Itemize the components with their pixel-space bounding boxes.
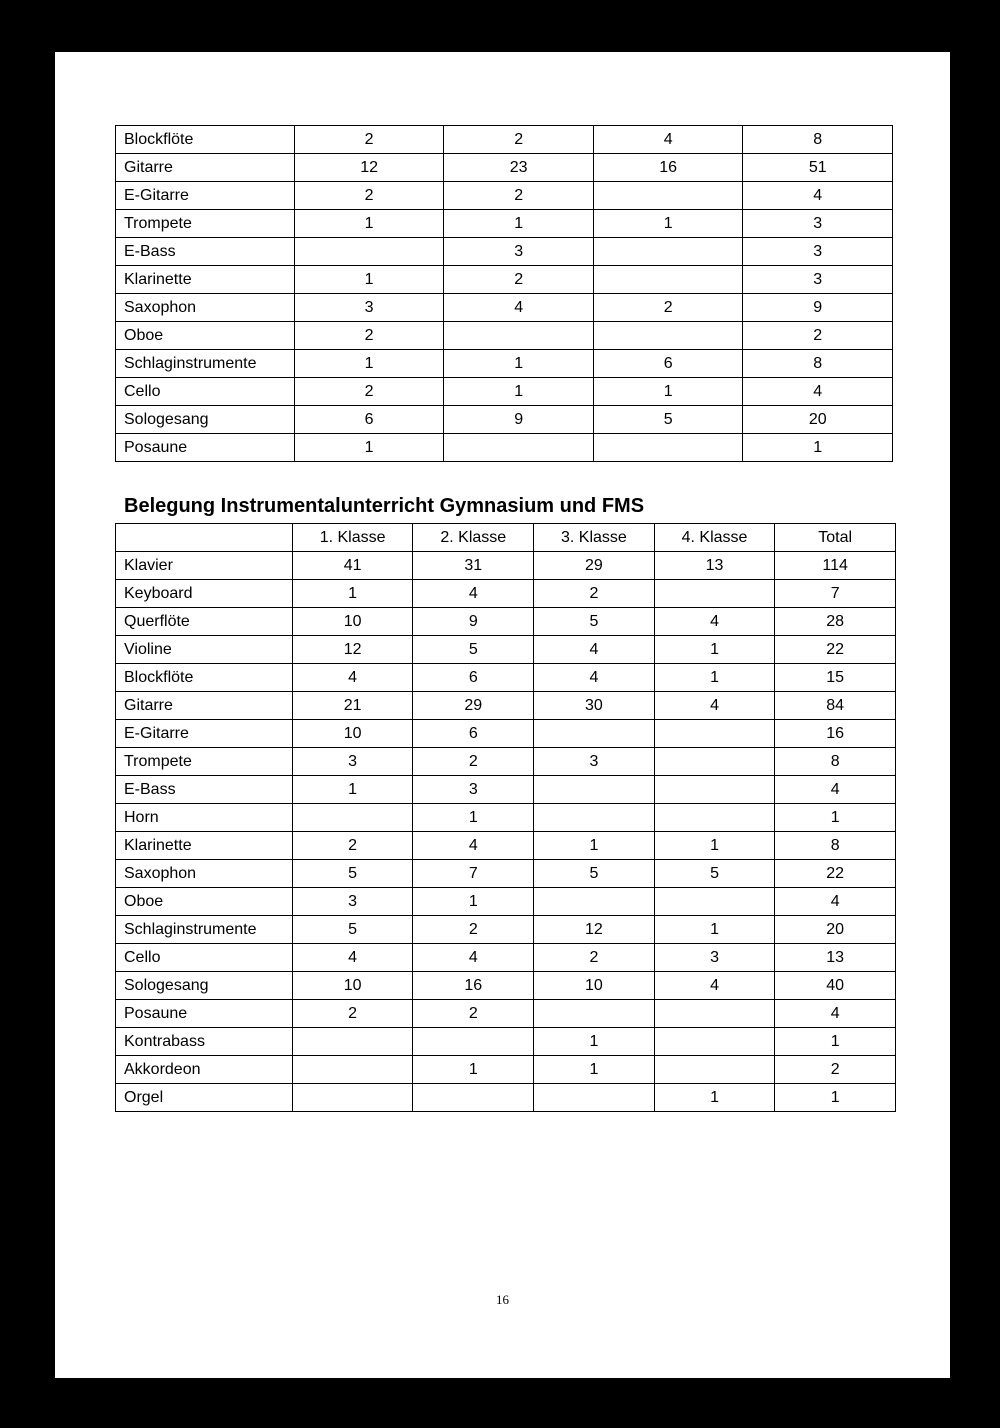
table-row xyxy=(116,350,893,378)
cell: 1 xyxy=(654,664,775,692)
cell: 41 xyxy=(292,552,413,580)
table-row xyxy=(116,1028,896,1056)
column-header: Total xyxy=(775,524,896,552)
table-row xyxy=(116,1056,896,1084)
table-row xyxy=(116,294,893,322)
cell: 3 xyxy=(413,776,534,804)
total-cell: 28 xyxy=(775,608,896,636)
total-cell: 4 xyxy=(775,1000,896,1028)
cell xyxy=(292,1084,413,1112)
total-cell: 40 xyxy=(775,972,896,1000)
cell: 12 xyxy=(294,154,444,182)
cell: 5 xyxy=(292,916,413,944)
cell: 10 xyxy=(292,972,413,1000)
cell: 4 xyxy=(413,832,534,860)
total-cell: 51 xyxy=(743,154,893,182)
cell: 1 xyxy=(413,1056,534,1084)
cell xyxy=(654,720,775,748)
cell: 4 xyxy=(413,944,534,972)
cell: 1 xyxy=(444,378,594,406)
table-row xyxy=(116,748,896,776)
cell: 5 xyxy=(534,608,655,636)
total-cell: 8 xyxy=(743,126,893,154)
row-label: Cello xyxy=(116,378,295,406)
row-label: E-Bass xyxy=(116,238,295,266)
table-row xyxy=(116,860,896,888)
total-cell: 3 xyxy=(743,210,893,238)
cell: 1 xyxy=(534,832,655,860)
cell: 6 xyxy=(593,350,743,378)
row-label: Gitarre xyxy=(116,154,295,182)
column-header: 2. Klasse xyxy=(413,524,534,552)
total-cell: 9 xyxy=(743,294,893,322)
cell: 5 xyxy=(593,406,743,434)
cell: 4 xyxy=(292,664,413,692)
cell xyxy=(654,776,775,804)
cell: 1 xyxy=(294,210,444,238)
cell xyxy=(413,1028,534,1056)
table-row xyxy=(116,238,893,266)
cell xyxy=(654,1000,775,1028)
cell: 6 xyxy=(294,406,444,434)
cell xyxy=(534,776,655,804)
cell: 10 xyxy=(292,608,413,636)
cell: 1 xyxy=(294,266,444,294)
table-row xyxy=(116,916,896,944)
page-number: 16 xyxy=(496,1292,509,1307)
cell xyxy=(593,322,743,350)
table-row xyxy=(116,720,896,748)
table-row xyxy=(116,1000,896,1028)
cell: 3 xyxy=(654,944,775,972)
column-header: 4. Klasse xyxy=(654,524,775,552)
table-row xyxy=(116,804,896,832)
cell: 31 xyxy=(413,552,534,580)
cell: 1 xyxy=(654,832,775,860)
cell: 7 xyxy=(413,860,534,888)
cell: 5 xyxy=(292,860,413,888)
table-row xyxy=(116,266,893,294)
cell xyxy=(654,1056,775,1084)
cell xyxy=(534,888,655,916)
cell: 2 xyxy=(413,748,534,776)
cell: 1 xyxy=(534,1028,655,1056)
cell: 16 xyxy=(593,154,743,182)
cell xyxy=(654,748,775,776)
row-label: E-Bass xyxy=(116,776,293,804)
row-label: Sologesang xyxy=(116,406,295,434)
row-label: Sologesang xyxy=(116,972,293,1000)
cell: 30 xyxy=(534,692,655,720)
row-label: Trompete xyxy=(116,210,295,238)
cell xyxy=(654,888,775,916)
column-header: 3. Klasse xyxy=(534,524,655,552)
row-label: Saxophon xyxy=(116,294,295,322)
cell: 5 xyxy=(413,636,534,664)
row-label: Klarinette xyxy=(116,266,295,294)
cell: 21 xyxy=(292,692,413,720)
row-label: Querflöte xyxy=(116,608,293,636)
cell: 6 xyxy=(413,664,534,692)
table-row xyxy=(116,126,893,154)
cell: 2 xyxy=(413,916,534,944)
row-label: Klarinette xyxy=(116,832,293,860)
cell: 2 xyxy=(294,182,444,210)
row-label: Oboe xyxy=(116,888,293,916)
total-cell: 2 xyxy=(775,1056,896,1084)
cell: 12 xyxy=(534,916,655,944)
total-cell: 7 xyxy=(775,580,896,608)
row-label: Orgel xyxy=(116,1084,293,1112)
total-cell: 4 xyxy=(775,776,896,804)
cell: 9 xyxy=(444,406,594,434)
cell: 1 xyxy=(413,888,534,916)
cell: 2 xyxy=(534,944,655,972)
table-row xyxy=(116,406,893,434)
cell: 1 xyxy=(534,1056,655,1084)
cell: 2 xyxy=(294,322,444,350)
cell xyxy=(292,1056,413,1084)
cell: 4 xyxy=(292,944,413,972)
total-cell: 114 xyxy=(775,552,896,580)
table-row xyxy=(116,580,896,608)
row-label: Blockflöte xyxy=(116,664,293,692)
cell xyxy=(444,322,594,350)
table-row xyxy=(116,322,893,350)
cell: 4 xyxy=(413,580,534,608)
cell: 3 xyxy=(294,294,444,322)
cell xyxy=(534,1000,655,1028)
row-label: Cello xyxy=(116,944,293,972)
total-cell: 1 xyxy=(775,804,896,832)
cell xyxy=(294,238,444,266)
total-cell: 3 xyxy=(743,238,893,266)
total-cell: 13 xyxy=(775,944,896,972)
cell: 2 xyxy=(413,1000,534,1028)
cell xyxy=(292,804,413,832)
cell: 2 xyxy=(294,126,444,154)
cell xyxy=(292,1028,413,1056)
total-cell: 8 xyxy=(743,350,893,378)
cell: 2 xyxy=(444,266,594,294)
cell xyxy=(444,434,594,462)
total-cell: 3 xyxy=(743,266,893,294)
cell: 4 xyxy=(654,608,775,636)
table-row xyxy=(116,182,893,210)
total-cell: 1 xyxy=(743,434,893,462)
cell: 6 xyxy=(413,720,534,748)
instrument-table-gymnasium-fms xyxy=(115,523,896,1112)
cell: 3 xyxy=(292,888,413,916)
cell: 3 xyxy=(444,238,594,266)
cell: 29 xyxy=(534,552,655,580)
row-label: Schlaginstrumente xyxy=(116,916,293,944)
table-row xyxy=(116,832,896,860)
cell: 10 xyxy=(292,720,413,748)
cell: 12 xyxy=(292,636,413,664)
total-cell: 22 xyxy=(775,860,896,888)
cell: 4 xyxy=(593,126,743,154)
cell: 5 xyxy=(534,860,655,888)
cell: 1 xyxy=(593,378,743,406)
row-label: Blockflöte xyxy=(116,126,295,154)
row-label: E-Gitarre xyxy=(116,720,293,748)
row-label: E-Gitarre xyxy=(116,182,295,210)
cell: 2 xyxy=(292,832,413,860)
cell: 1 xyxy=(444,350,594,378)
cell: 1 xyxy=(654,1084,775,1112)
total-cell: 84 xyxy=(775,692,896,720)
cell xyxy=(654,580,775,608)
cell: 1 xyxy=(292,776,413,804)
cell xyxy=(593,238,743,266)
total-cell: 4 xyxy=(743,182,893,210)
cell: 4 xyxy=(654,692,775,720)
row-label: Horn xyxy=(116,804,293,832)
total-cell: 1 xyxy=(775,1028,896,1056)
cell: 1 xyxy=(444,210,594,238)
table-row xyxy=(116,154,893,182)
row-label: Violine xyxy=(116,636,293,664)
cell xyxy=(413,1084,534,1112)
cell: 5 xyxy=(654,860,775,888)
table-row xyxy=(116,888,896,916)
table-row xyxy=(116,636,896,664)
table-header-row xyxy=(116,524,896,552)
cell: 29 xyxy=(413,692,534,720)
cell xyxy=(534,1084,655,1112)
cell: 2 xyxy=(294,378,444,406)
row-label: Posaune xyxy=(116,1000,293,1028)
table-row xyxy=(116,944,896,972)
cell: 9 xyxy=(413,608,534,636)
total-cell: 16 xyxy=(775,720,896,748)
table-row xyxy=(116,608,896,636)
cell: 4 xyxy=(654,972,775,1000)
table-row xyxy=(116,552,896,580)
row-label: Saxophon xyxy=(116,860,293,888)
total-cell: 20 xyxy=(775,916,896,944)
column-header-blank xyxy=(116,524,293,552)
cell: 23 xyxy=(444,154,594,182)
cell: 4 xyxy=(534,636,655,664)
total-cell: 15 xyxy=(775,664,896,692)
row-label: Gitarre xyxy=(116,692,293,720)
cell: 2 xyxy=(292,1000,413,1028)
cell: 4 xyxy=(444,294,594,322)
table-row xyxy=(116,378,893,406)
total-cell: 8 xyxy=(775,832,896,860)
column-header: 1. Klasse xyxy=(292,524,413,552)
instrument-table-continued xyxy=(115,125,893,462)
cell: 2 xyxy=(444,126,594,154)
total-cell: 22 xyxy=(775,636,896,664)
cell: 1 xyxy=(294,434,444,462)
document-page xyxy=(55,52,950,1378)
cell: 3 xyxy=(292,748,413,776)
total-cell: 4 xyxy=(775,888,896,916)
total-cell: 4 xyxy=(743,378,893,406)
cell xyxy=(593,266,743,294)
cell xyxy=(534,804,655,832)
row-label: Trompete xyxy=(116,748,293,776)
table-row xyxy=(116,664,896,692)
total-cell: 20 xyxy=(743,406,893,434)
row-label: Akkordeon xyxy=(116,1056,293,1084)
section-heading: Belegung Instrumentalunterricht Gymnasium und FMS xyxy=(124,495,645,517)
cell: 1 xyxy=(654,916,775,944)
cell xyxy=(654,1028,775,1056)
cell xyxy=(593,434,743,462)
cell xyxy=(593,182,743,210)
row-label: Kontrabass xyxy=(116,1028,293,1056)
row-label: Keyboard xyxy=(116,580,293,608)
cell: 4 xyxy=(534,664,655,692)
cell: 1 xyxy=(654,636,775,664)
table-row xyxy=(116,972,896,1000)
total-cell: 2 xyxy=(743,322,893,350)
cell: 1 xyxy=(292,580,413,608)
total-cell: 8 xyxy=(775,748,896,776)
cell: 2 xyxy=(593,294,743,322)
total-cell: 1 xyxy=(775,1084,896,1112)
cell xyxy=(534,720,655,748)
cell: 2 xyxy=(444,182,594,210)
cell: 1 xyxy=(294,350,444,378)
row-label: Klavier xyxy=(116,552,293,580)
cell: 1 xyxy=(593,210,743,238)
table-row xyxy=(116,692,896,720)
cell: 10 xyxy=(534,972,655,1000)
cell: 2 xyxy=(534,580,655,608)
cell: 13 xyxy=(654,552,775,580)
row-label: Posaune xyxy=(116,434,295,462)
table-row xyxy=(116,1084,896,1112)
cell xyxy=(654,804,775,832)
row-label: Oboe xyxy=(116,322,295,350)
table-row xyxy=(116,434,893,462)
cell: 3 xyxy=(534,748,655,776)
row-label: Schlaginstrumente xyxy=(116,350,295,378)
table-row xyxy=(116,210,893,238)
table-row xyxy=(116,776,896,804)
cell: 16 xyxy=(413,972,534,1000)
cell: 1 xyxy=(413,804,534,832)
